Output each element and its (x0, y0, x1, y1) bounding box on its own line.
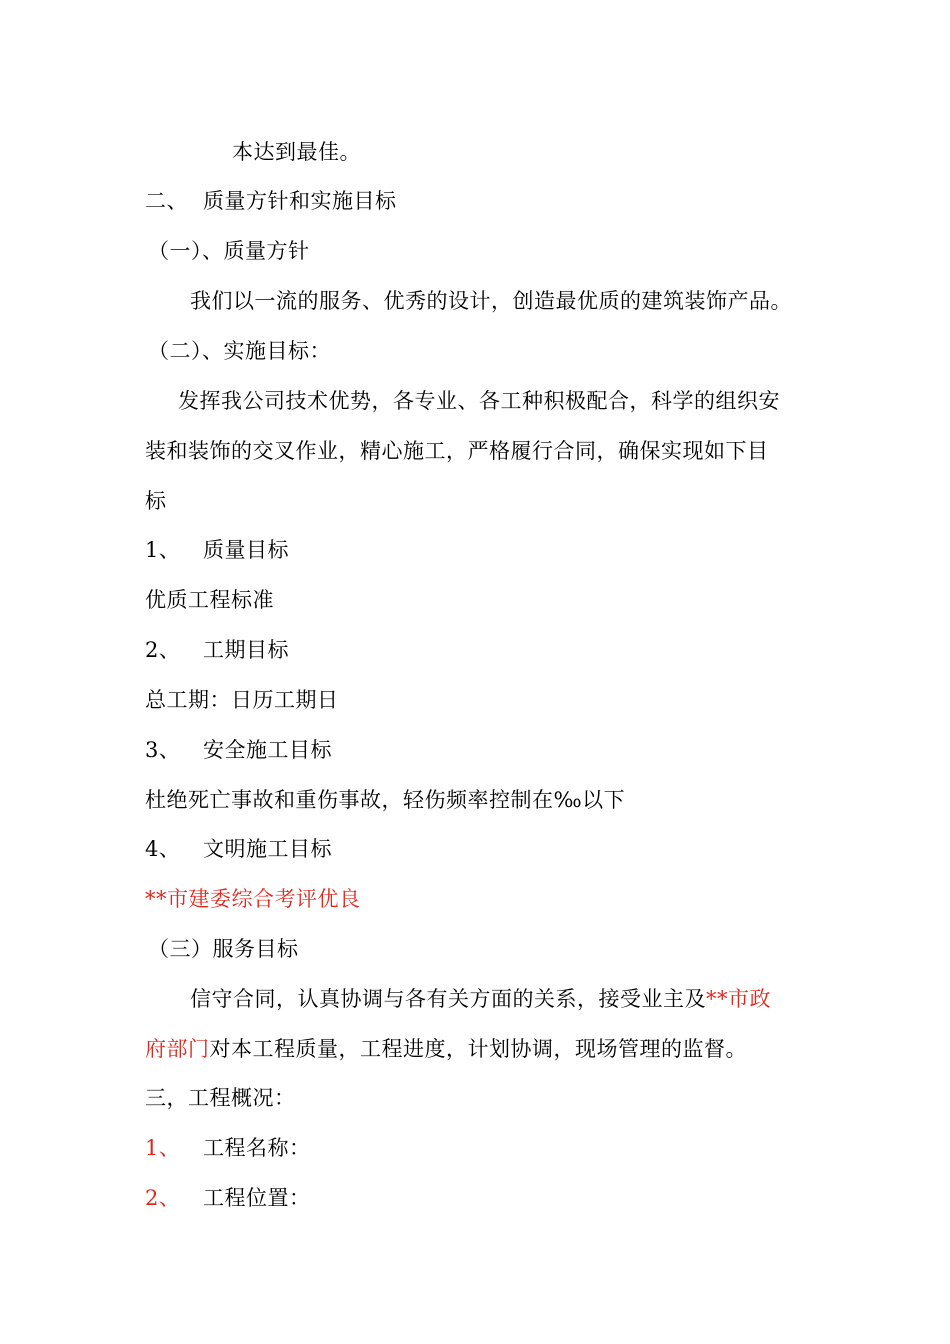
item-body-highlight (145, 885, 361, 913)
subheading-text: （三）服务目标 (148, 937, 299, 961)
text: 对本工程质量，工程进度，计划协调，现场管理的监督。 (209, 1037, 747, 1061)
heading-text: 质量方针和实施目标 (203, 189, 397, 213)
item-body (145, 686, 339, 714)
item-number: 1、 (145, 1136, 181, 1160)
subheading-service-goals (148, 935, 299, 963)
item-body (145, 586, 274, 614)
paragraph-goals-line-3 (145, 487, 167, 515)
heading-text: 三，工程概况： (145, 1086, 296, 1110)
item-number: 2、 (145, 1186, 181, 1210)
subheading-text: （一）、质量方针 (148, 239, 310, 263)
list-item-project-name (145, 1134, 311, 1162)
paragraph-service-line-2 (145, 1035, 747, 1063)
subheading-text: （二）、实施目标： (148, 339, 331, 363)
text: 优质工程标准 (145, 588, 274, 612)
text: 标 (145, 489, 167, 513)
item-text: 质量目标 (203, 538, 289, 562)
item-number: 2、 (145, 638, 181, 662)
subheading-implementation-goals (148, 337, 331, 365)
section-heading-3 (145, 1084, 296, 1112)
paragraph-goals-line-2 (145, 437, 769, 465)
item-number: 4、 (145, 837, 181, 861)
subheading-quality-policy (148, 237, 310, 265)
list-item-civilized-construction-goal (145, 835, 332, 863)
paragraph-service-line-1 (190, 985, 771, 1013)
item-number: 3、 (145, 738, 181, 762)
text: 本达到最佳。 (232, 140, 361, 164)
text: 装和装饰的交叉作业，精心施工，严格履行合同，确保实现如下目 (145, 439, 769, 463)
text: **市建委综合考评优良 (145, 887, 361, 911)
heading-number: 二、 (145, 189, 188, 213)
list-item-schedule-goal (145, 636, 289, 664)
item-number: 1、 (145, 538, 181, 562)
item-text: 工程位置： (203, 1186, 311, 1210)
item-text: 工期目标 (203, 638, 289, 662)
paragraph-continuation (232, 138, 361, 166)
paragraph-quality-policy (190, 287, 792, 315)
text-highlight: 府部门 (145, 1037, 210, 1061)
paragraph-goals-line-1 (178, 387, 780, 415)
item-text: 工程名称： (203, 1136, 311, 1160)
text: 我们以一流的服务、优秀的设计，创造最优质的建筑装饰产品。 (190, 289, 792, 313)
text: 发挥我公司技术优势，各专业、各工种积极配合，科学的组织安 (178, 389, 780, 413)
list-item-quality-goal (145, 536, 289, 564)
list-item-safety-goal (145, 736, 332, 764)
text: 总工期：日历工期日 (145, 688, 339, 712)
list-item-project-location (145, 1184, 311, 1212)
text-highlight: **市政 (706, 987, 771, 1011)
item-text: 文明施工目标 (203, 837, 332, 861)
section-heading-2 (145, 187, 397, 215)
item-text: 安全施工目标 (203, 738, 332, 762)
text: 杜绝死亡事故和重伤事故，轻伤频率控制在‰以下 (145, 788, 626, 812)
item-body (145, 786, 625, 814)
text: 信守合同，认真协调与各有关方面的关系，接受业主及 (190, 987, 706, 1011)
